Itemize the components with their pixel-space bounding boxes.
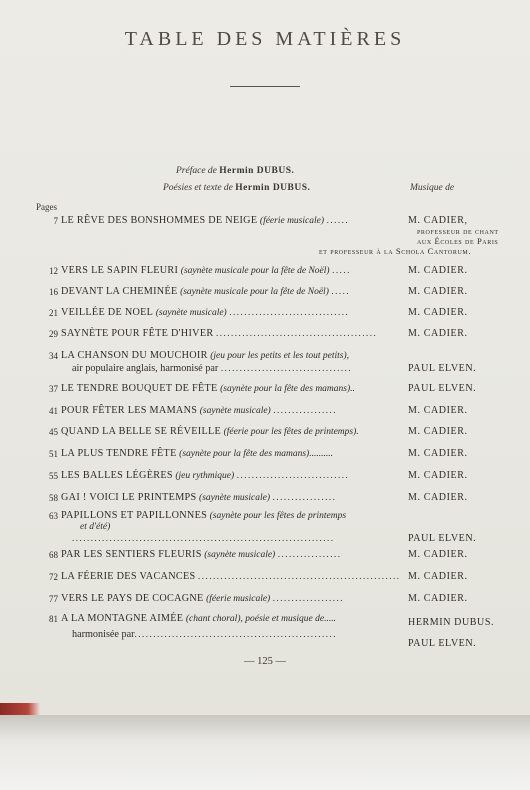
entry-title: SAYNÈTE POUR FÊTE D'HIVER xyxy=(61,328,214,339)
composer: PAUL ELVEN. xyxy=(408,383,477,394)
composer: M. CADIER. xyxy=(408,448,468,459)
page-number: 81 xyxy=(49,614,58,624)
entry-title: A LA MONTAGNE AIMÉE xyxy=(61,613,184,624)
page-number: 29 xyxy=(49,329,58,339)
page-number: 55 xyxy=(49,471,58,481)
composer: PAUL ELVEN. xyxy=(408,363,477,374)
leader-dots: ...................................................................... xyxy=(72,533,335,543)
composer-detail: professeur de chant xyxy=(417,226,499,236)
entry-note: (chant choral), poésie et musique de..... xyxy=(185,614,336,624)
entry-note: (féerie pour les fêtes de printemps). xyxy=(223,427,359,437)
page-bottom-edge xyxy=(0,715,530,790)
entry-title: LE RÊVE DES BONSHOMMES DE NEIGE xyxy=(61,215,258,226)
composer: M. CADIER. xyxy=(408,265,468,276)
entry-note: (jeu pour les petits et les tout petits), xyxy=(210,351,350,361)
entry-subline: air populaire anglais, harmonisé par xyxy=(72,363,219,374)
composer: HERMIN DUBUS. xyxy=(408,617,495,628)
leader-dots: ................. xyxy=(272,492,337,502)
entry-title: POUR FÊTER LES MAMANS xyxy=(61,405,198,416)
composer: M. CADIER, xyxy=(408,215,468,226)
leader-dots: ................................... xyxy=(220,363,353,373)
entry-note: (saynète pour les fêtes de printemps xyxy=(209,511,347,521)
composer: M. CADIER. xyxy=(408,405,468,416)
composer: M. CADIER. xyxy=(408,307,468,318)
entry-title: GAI ! VOICI LE PRINTEMPS xyxy=(61,492,197,503)
title-rule xyxy=(230,86,300,87)
entry-subline: harmonisée par xyxy=(72,629,135,640)
page-number-footer: — 125 — xyxy=(244,656,286,667)
page-number: 37 xyxy=(49,384,58,394)
leader-dots: ...................................................... xyxy=(197,571,401,581)
entry-title: LA PLUS TENDRE FÊTE xyxy=(61,448,177,459)
page-number: 77 xyxy=(49,594,58,604)
composer: M. CADIER. xyxy=(408,328,468,339)
entry-note: (jeu rythmique) xyxy=(175,471,235,481)
entry-note: (saynète musicale pour la fête de Noël) xyxy=(180,287,329,297)
entry-subline: et d'été) xyxy=(80,522,111,532)
entry-title: LE TENDRE BOUQUET DE FÊTE xyxy=(61,383,218,394)
poems-line xyxy=(163,183,310,193)
leader-dots: ..... xyxy=(331,286,351,296)
leader-dots: ................................ xyxy=(229,307,350,317)
entry-note: (féerie musicale) xyxy=(206,594,271,604)
entry-note: (saynète pour la fête des mamans).. xyxy=(220,384,355,394)
page-number: 72 xyxy=(49,572,58,582)
page-number: 34 xyxy=(49,351,58,361)
composer: M. CADIER. xyxy=(408,426,468,437)
leader-dots: ..... xyxy=(332,265,351,275)
leader-dots: ................. xyxy=(277,549,342,559)
pages-label: Pages xyxy=(36,202,57,212)
composer: M. CADIER. xyxy=(408,549,468,560)
page-number: 41 xyxy=(49,406,58,416)
composer: PAUL ELVEN. xyxy=(408,638,477,649)
composer: M. CADIER. xyxy=(408,593,468,604)
entry-note: (saynète musicale) xyxy=(204,550,276,560)
entry-title: LA FÉERIE DES VACANCES xyxy=(61,571,196,582)
entry-title: LES BALLES LÉGÈRES xyxy=(61,470,173,481)
preface-author: Hermin DUBUS. xyxy=(219,166,295,176)
composer: M. CADIER. xyxy=(408,470,468,481)
preface-label: Préface de xyxy=(176,166,217,176)
composer-detail: aux Écoles de Paris xyxy=(417,236,499,246)
composer-detail: et professeur à la Schola Cantorum. xyxy=(319,246,472,256)
page-number: 51 xyxy=(49,449,58,459)
entry-note: (saynète pour la fête des mamans).......... xyxy=(179,449,333,459)
composer: PAUL ELVEN. xyxy=(408,533,477,544)
page-number: 12 xyxy=(49,266,58,276)
leader-dots: ................... xyxy=(272,593,345,603)
leader-dots: ...... xyxy=(326,215,350,225)
leader-dots: .............................. xyxy=(236,470,350,480)
entry-note: (féerie musicale) xyxy=(259,216,325,226)
composer: M. CADIER. xyxy=(408,571,468,582)
page-number: 63 xyxy=(49,511,58,521)
poems-author: Hermin DUBUS. xyxy=(235,183,311,193)
entry-note: (saynète musicale) xyxy=(199,406,271,416)
entry-title: PAPILLONS ET PAPILLONNES xyxy=(61,510,208,521)
page-number: 58 xyxy=(49,493,58,503)
page-number: 7 xyxy=(53,216,58,226)
entry-title: DEVANT LA CHEMINÉE xyxy=(61,286,178,297)
page-title: TABLE DES MATIÈRES xyxy=(124,28,406,50)
composer: M. CADIER. xyxy=(408,492,468,503)
page-number: 68 xyxy=(49,550,58,560)
entry-note: (saynète musicale) xyxy=(199,493,271,503)
entry-title: QUAND LA BELLE SE RÉVEILLE xyxy=(61,426,222,437)
page-number: 16 xyxy=(49,287,58,297)
entry-title: VERS LE SAPIN FLEURI xyxy=(61,265,179,276)
page-number: 21 xyxy=(49,308,58,318)
leader-dots: ........................................... xyxy=(215,328,378,338)
entry-note: (saynète musicale pour la fête de Noël) xyxy=(180,266,330,276)
entry-title: VEILLÉE DE NOEL xyxy=(61,307,154,318)
poems-label: Poésies et texte de xyxy=(163,183,233,193)
leader-dots: ...................................................... xyxy=(134,629,338,639)
page-number: 45 xyxy=(49,427,58,437)
preface-line xyxy=(176,166,294,176)
entry-title: VERS LE PAYS DE COCAGNE xyxy=(61,593,204,604)
entry-note: (saynète musicale) xyxy=(155,308,227,318)
music-label: Musique de xyxy=(410,183,455,193)
composer: M. CADIER. xyxy=(408,286,468,297)
entry-title: PAR LES SENTIERS FLEURIS xyxy=(61,549,202,560)
entry-title: LA CHANSON DU MOUCHOIR xyxy=(61,350,208,361)
leader-dots: ................. xyxy=(273,405,338,415)
